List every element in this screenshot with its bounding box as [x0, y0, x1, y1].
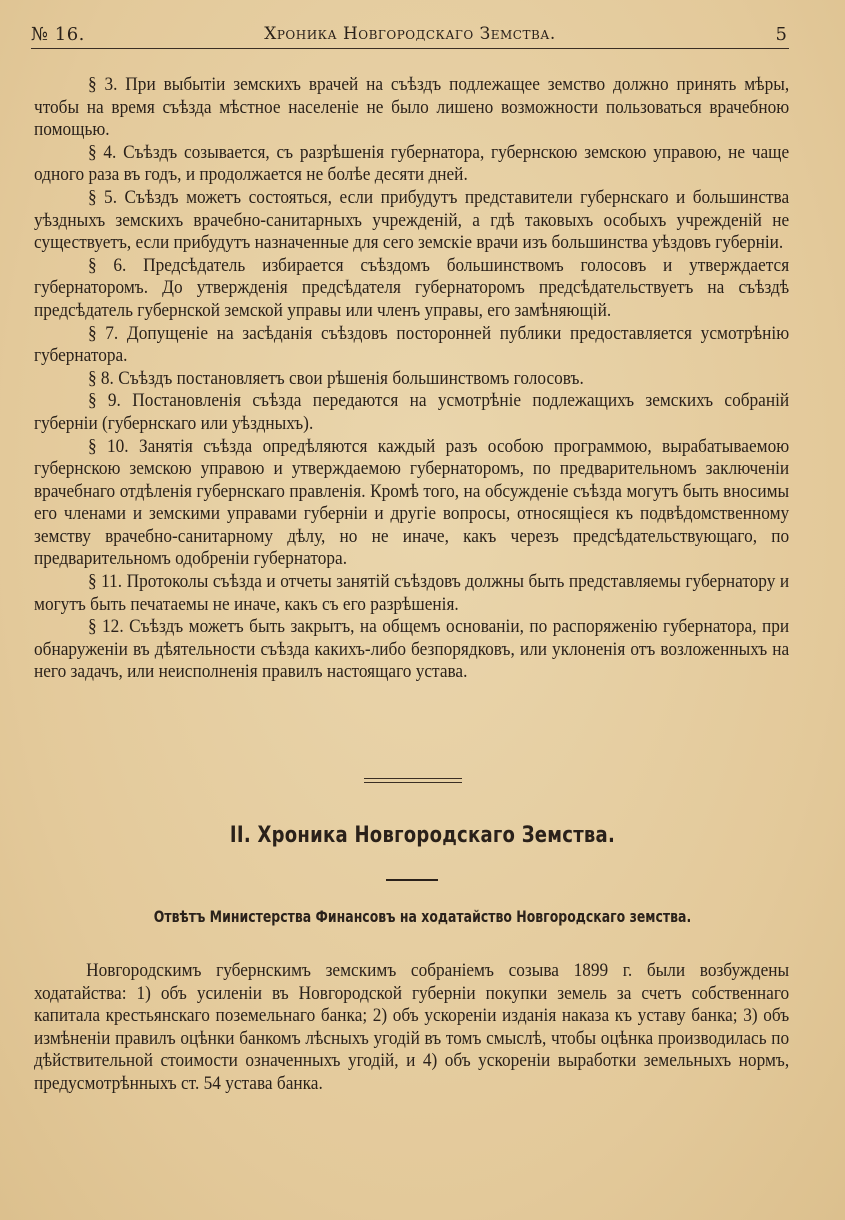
title-rule: [386, 879, 438, 881]
page-number: 5: [775, 24, 787, 45]
paragraph-4: § 4. Съѣздъ созывается, съ разрѣшенія губернатора, губернскою земскою управою, не чаще одного раза въ годъ, и продолжается не болѣе десяти дней.: [34, 141, 790, 186]
paragraph-10: § 10. Занятія съѣзда опредѣляются каждый разъ особою программою, вырабатываемою губернскою земскою управою и утверждаемою губернаторомъ, по предварительномъ заключеніи врачебнаго отдѣленія губернскаго правленія. Кромѣ того, на обсужденіе съѣзда могутъ быть вносимы его членами и земскими управами губерніи и другіе вопросы, относящіеся къ подвѣдомственному земству врачебно-санитарному дѣлу, но не иначе, какъ черезъ предсѣдательствующаго, по предварительномъ одобреніи губернатора.: [34, 435, 790, 570]
paragraph-9: § 9. Постановленія съѣзда передаются на усмотрѣніе подлежащихъ земскихъ собраній губерніи (губернскаго или уѣздныхъ).: [34, 390, 790, 434]
section-divider: [364, 778, 462, 783]
paragraph-6: § 6. Предсѣдатель избирается съѣздомъ большинствомъ голосовъ и утверждается губернаторомъ. До утвержденія предсѣдателя губернаторомъ предсѣдательствуетъ на съѣздѣ предсѣдатель губернской земской управы или членъ управы, его замѣняющій.: [34, 254, 790, 321]
paragraph-7: § 7. Допущеніе на засѣданія съѣздовъ посторонней публики предоставляется усмотрѣнію губернатора.: [34, 322, 790, 367]
article-paragraph: Новгородскимъ губернскимъ земскимъ собраніемъ созыва 1899 г. были возбуждены ходатайства: 1) объ усиленіи въ Новгородской губерніи покупки земель за счетъ собственнаго капитала крестьянскаго поземельнаго банка; 2) объ ускореніи изданія наказа къ уставу банка; 3) объ измѣненіи правилъ оцѣнки банкомъ лѣсныхъ угодій въ томъ смыслѣ, чтобы оцѣнка производилась по дѣйствительной стоимости означенныхъ угодій, и 4) объ ускореніи выработки земельныхъ нормъ, предусмотрѣнныхъ ст. 54 устава банка.: [34, 960, 790, 1094]
article-subtitle: Отвѣтъ Министерства Финансовъ на ходатайство Новгородскаго земства.: [153, 907, 692, 926]
section-title: II. Хроника Новгородскаго Земства.: [229, 823, 616, 848]
paragraph-3: § 3. При выбытіи земскихъ врачей на съѣздъ подлежащее земство должно принять мѣры, чтобы на время съѣзда мѣстное населеніе не было лишено возможности пользоваться врачебною помощью.: [34, 74, 790, 141]
chronicle-section: [34, 960, 789, 1096]
paragraph-8: § 8. Съѣздъ постановляетъ свои рѣшенія большинствомъ голосовъ.: [87, 367, 584, 389]
paragraph-5: § 5. Съѣздъ можетъ состояться, если прибудутъ представители губернскаго и большинства уѣздныхъ земскихъ врачебно-санитарныхъ учрежденій, а гдѣ таковыхъ особыхъ учрежденій не существуетъ, если прибудутъ назначенные для сего земскіе врачи изъ большинства уѣздовъ губерніи.: [34, 186, 790, 254]
running-header: [31, 22, 789, 49]
paragraph-11: § 11. Протоколы съѣзда и отчеты занятій съѣздовъ должны быть представляемы губернатору и могутъ быть печатаемы не иначе, какъ съ его разрѣшенія.: [34, 571, 790, 615]
running-title: Хроника Новгородскаго Земства.: [264, 24, 556, 44]
statute-section: [34, 74, 789, 684]
issue-number: № 16.: [31, 24, 85, 45]
paragraph-12: § 12. Съѣздъ можетъ быть закрытъ, на общемъ основаніи, по распоряженію губернатора, при обнаруженіи въ дѣятельности съѣзда какихъ-либо безпорядковъ, или уклоненія отъ возложенныхъ на него задачъ, или неисполненія правилъ настоящаго устава.: [34, 616, 790, 683]
